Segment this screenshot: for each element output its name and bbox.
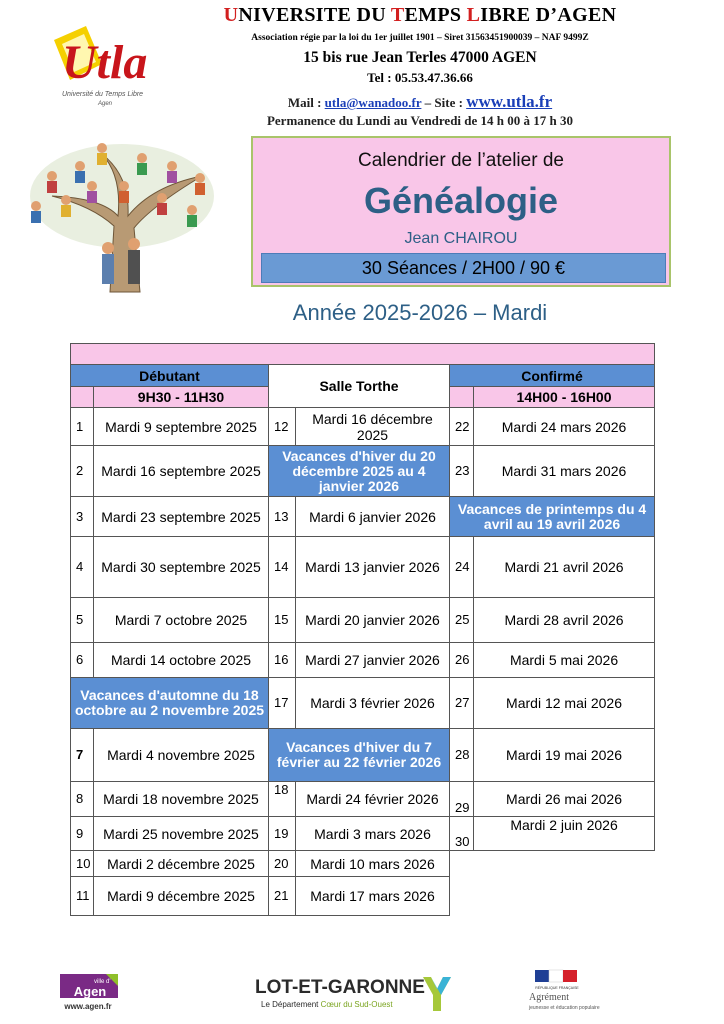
session-number: 26 [450, 643, 474, 678]
session-date: Mardi 9 septembre 2025 [94, 408, 269, 446]
agrement-subtitle: jeunesse et éducation populaire [529, 1005, 600, 1011]
school-year: Année 2025-2026 – Mardi [292, 300, 548, 325]
session-date: Mardi 24 février 2026 [296, 782, 450, 817]
session-date: Mardi 19 mai 2026 [474, 729, 655, 782]
association-info: Association régie par la loi du 1er juillet 1901 – Siret 31563451900039 – NAF 9499Z [251, 33, 589, 43]
opening-hours: Permanence du Lundi au Vendredi de 14 h 00 à 17 h 30 [266, 113, 574, 128]
session-date: Mardi 25 novembre 2025 [94, 817, 269, 851]
logo-text: Utla [62, 36, 148, 89]
session-number: 21 [269, 877, 296, 916]
session-number: 14 [269, 537, 296, 598]
organization-title: UNIVERSITE DU TEMPS LIBRE D’AGEN [223, 4, 617, 26]
site-link[interactable]: www.utla.fr [466, 92, 553, 111]
lot-et-garonne-logo [255, 973, 451, 1013]
address: 15 bis rue Jean Terles 47000 AGEN [303, 49, 537, 66]
agen-big-text: Agen [73, 984, 107, 999]
beginner-header: Débutant [71, 365, 269, 387]
republique-text: RÉPUBLIQUE FRANÇAISE [535, 986, 579, 990]
calendar-table [70, 343, 655, 916]
mail-label: Mail : [287, 95, 325, 110]
session-number: 20 [269, 851, 296, 877]
session-date: Mardi 27 janvier 2026 [296, 643, 450, 678]
session-date: Mardi 3 février 2026 [296, 678, 450, 729]
agen-small-text: ville d' [94, 979, 111, 985]
session-date: Mardi 17 mars 2026 [296, 877, 450, 916]
contact-line [200, 92, 640, 112]
workshop-name: Généalogie [363, 180, 559, 221]
session-date: Mardi 20 janvier 2026 [296, 598, 450, 643]
logo-subtitle: Université du Temps Libre [62, 91, 144, 98]
room-name: Salle Torthe [269, 365, 450, 408]
session-date: Mardi 2 juin 2026 [474, 817, 655, 851]
session-number: 29 [450, 782, 474, 817]
session-number: 23 [450, 446, 474, 497]
empty-cell [474, 851, 655, 877]
holiday-period: Vacances d'hiver du 7 février au 22 février 2026 [269, 729, 450, 782]
session-number: 9 [71, 817, 94, 851]
confirmed-header: Confirmé [450, 365, 655, 387]
session-number: 10 [71, 851, 94, 877]
session-date: Mardi 12 mai 2026 [474, 678, 655, 729]
telephone: Tel : 05.53.47.36.66 [367, 70, 473, 85]
family-tree-illustration [22, 136, 216, 292]
session-date: Mardi 10 mars 2026 [296, 851, 450, 877]
empty-cell [450, 851, 474, 877]
session-date: Mardi 9 décembre 2025 [94, 877, 269, 916]
lot-title: LOT-ET-GARONNE [255, 977, 425, 998]
session-number: 19 [269, 817, 296, 851]
session-date: Mardi 13 janvier 2026 [296, 537, 450, 598]
session-date: Mardi 18 novembre 2025 [94, 782, 269, 817]
session-number: 7 [71, 729, 94, 782]
session-number: 18 [269, 782, 296, 817]
instructor-name: Jean CHAIROU [404, 230, 518, 247]
session-number: 11 [71, 877, 94, 916]
site-label: – Site : [421, 95, 467, 110]
session-number: 4 [71, 537, 94, 598]
logo-city: Agen [98, 101, 113, 107]
session-number: 6 [71, 643, 94, 678]
session-date: Mardi 30 septembre 2025 [94, 537, 269, 598]
session-number: 1 [71, 408, 94, 446]
mail-link[interactable]: utla@wanadoo.fr [324, 95, 422, 110]
session-number: 12 [269, 408, 296, 446]
session-number: 27 [450, 678, 474, 729]
session-number: 25 [450, 598, 474, 643]
session-date: Mardi 3 mars 2026 [296, 817, 450, 851]
session-number: 17 [269, 678, 296, 729]
agrement-text: Agrément [529, 992, 569, 1003]
session-number: 30 [450, 817, 474, 851]
session-number: 22 [450, 408, 474, 446]
pink-cell [450, 387, 474, 408]
agen-city-logo [50, 972, 126, 1012]
pink-cell [71, 387, 94, 408]
workshop-title-box [251, 136, 671, 287]
lot-subtitle: Le Département Cœur du Sud-Ouest [261, 1000, 393, 1009]
session-number: 16 [269, 643, 296, 678]
session-date: Mardi 16 septembre 2025 [94, 446, 269, 497]
session-date: Mardi 7 octobre 2025 [94, 598, 269, 643]
session-number: 2 [71, 446, 94, 497]
session-number: 13 [269, 497, 296, 537]
session-date: Mardi 16 décembre 2025 [296, 408, 450, 446]
session-number: 8 [71, 782, 94, 817]
holiday-period: Vacances d'automne du 18 octobre au 2 novembre 2025 [71, 678, 269, 729]
session-date: Mardi 31 mars 2026 [474, 446, 655, 497]
session-date: Mardi 26 mai 2026 [474, 782, 655, 817]
utla-logo [48, 26, 168, 110]
agen-url: www.agen.fr [64, 1002, 112, 1011]
session-number: 3 [71, 497, 94, 537]
session-number: 28 [450, 729, 474, 782]
pink-header-row [71, 344, 655, 365]
holiday-period: Vacances d'hiver du 20 décembre 2025 au 4 janvier 2026 [269, 446, 450, 497]
empty-cell [474, 877, 655, 916]
session-date: Mardi 21 avril 2026 [474, 537, 655, 598]
session-date: Mardi 4 novembre 2025 [94, 729, 269, 782]
holiday-period: Vacances de printemps du 4 avril au 19 avril 2026 [450, 497, 655, 537]
session-date: Mardi 5 mai 2026 [474, 643, 655, 678]
beginner-time: 9H30 - 11H30 [94, 387, 269, 408]
session-date: Mardi 28 avril 2026 [474, 598, 655, 643]
session-date: Mardi 2 décembre 2025 [94, 851, 269, 877]
session-date: Mardi 24 mars 2026 [474, 408, 655, 446]
session-number: 15 [269, 598, 296, 643]
session-date: Mardi 14 octobre 2025 [94, 643, 269, 678]
republique-agrement-logo [525, 968, 600, 1016]
session-number: 5 [71, 598, 94, 643]
session-date: Mardi 23 septembre 2025 [94, 497, 269, 537]
session-number: 24 [450, 537, 474, 598]
empty-cell [450, 877, 474, 916]
session-date: Mardi 6 janvier 2026 [296, 497, 450, 537]
confirmed-time: 14H00 - 16H00 [474, 387, 655, 408]
calendar-heading: Calendrier de l’atelier de [358, 150, 564, 171]
sessions-price-band: 30 Séances / 2H00 / 90 € [261, 253, 666, 283]
